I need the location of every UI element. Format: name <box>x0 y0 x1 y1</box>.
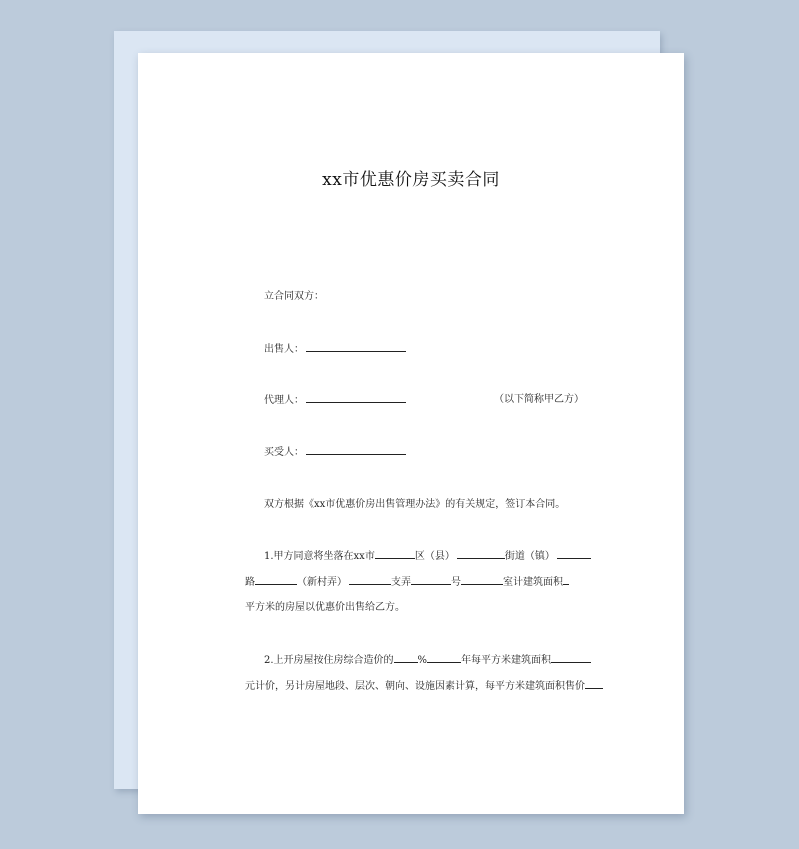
clause2-text-c: 年每平方米建筑面积 <box>461 655 552 666</box>
clause1-text-e: （新村弄） <box>297 577 347 588</box>
seller-blank[interactable] <box>306 342 406 352</box>
buyer-field <box>264 445 406 460</box>
clause2-line2 <box>245 679 603 694</box>
seller-label: 出售人： <box>264 344 304 355</box>
clause1-line2 <box>245 575 569 590</box>
percent-blank[interactable] <box>394 653 418 663</box>
clause1-text-b: 区（县） <box>414 551 455 562</box>
street-blank[interactable] <box>457 549 505 559</box>
parties-heading: 立合同双方： <box>264 291 324 302</box>
road-blank[interactable] <box>557 549 591 559</box>
agent-label: 代理人： <box>264 395 304 406</box>
intro-paragraph: 双方根据《xx市优惠价房出售管理办法》的有关规定，签订本合同。 <box>264 499 566 510</box>
clause1-line3: 平方米的房屋以优惠价出售给乙方。 <box>245 602 405 613</box>
sale-price-blank[interactable] <box>585 679 603 689</box>
clause1-text-a: 1.甲方同意将坐落在xx市 <box>264 551 375 562</box>
area-blank[interactable] <box>563 575 569 585</box>
district-blank[interactable] <box>375 549 415 559</box>
room-blank[interactable] <box>461 575 503 585</box>
clause1-text-f: 支弄 <box>391 577 411 588</box>
document-page <box>138 53 684 814</box>
clause1-text-g: 号 <box>451 577 461 588</box>
document-title: xx市优惠价房买卖合同 <box>322 170 500 190</box>
clause2-line1 <box>264 653 591 668</box>
clause1-line1 <box>264 549 591 564</box>
clause2-text-d: 元计价，另计房屋地段、层次、朝向、设施因素计算，每平方米建筑面积售价 <box>245 681 585 692</box>
clause2-text-a: 2.上开房屋按住房综合造价的 <box>264 655 394 666</box>
lane-blank[interactable] <box>349 575 391 585</box>
buyer-label: 买受人： <box>264 447 304 458</box>
agent-note: （以下简称甲乙方） <box>494 394 584 405</box>
buyer-blank[interactable] <box>306 445 406 455</box>
agent-blank[interactable] <box>306 393 406 403</box>
year-blank[interactable] <box>427 653 461 663</box>
agent-field <box>264 393 406 408</box>
clause1-text-c: 街道（镇） <box>504 551 555 562</box>
clause1-text-h: 室计建筑面积 <box>503 577 563 588</box>
road-name-blank[interactable] <box>255 575 297 585</box>
clause2-text-b: % <box>417 655 428 666</box>
clause1-text-d: 路 <box>245 577 255 588</box>
seller-field <box>264 342 406 357</box>
number-blank[interactable] <box>411 575 451 585</box>
price-blank[interactable] <box>551 653 591 663</box>
